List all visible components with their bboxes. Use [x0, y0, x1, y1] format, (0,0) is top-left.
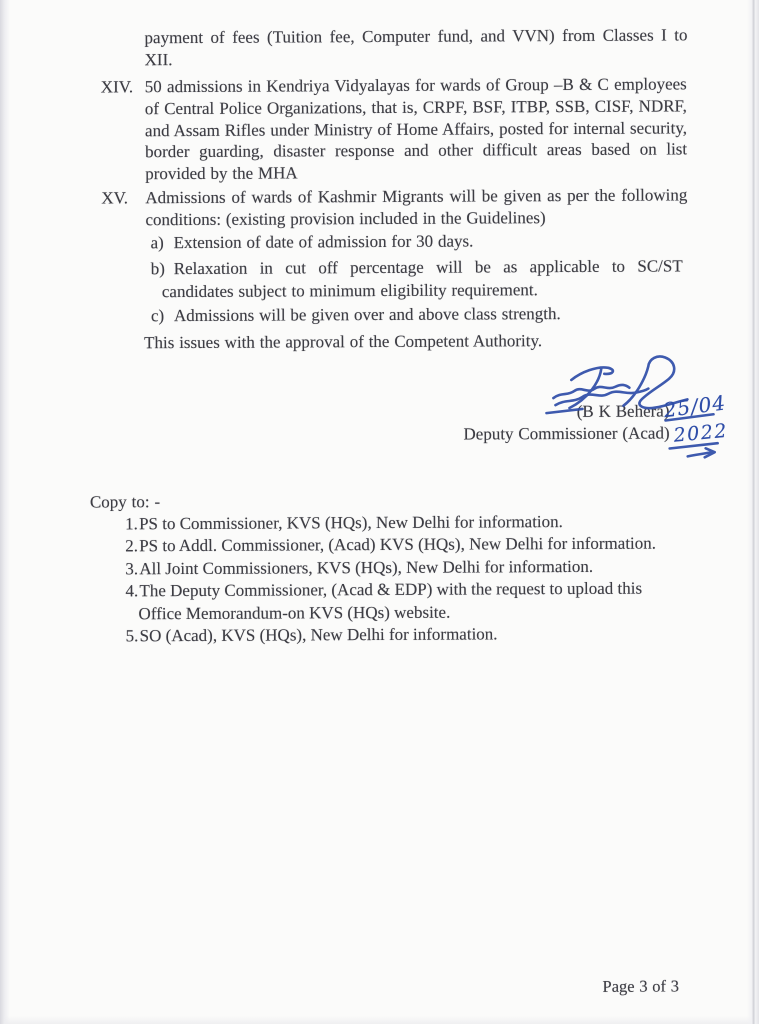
page-number: Page 3 of 3 [602, 976, 680, 996]
subitem-c-marker: c) [150, 306, 165, 326]
copy-to-item [126, 622, 688, 647]
copy-item-text: SO (Acad), KVS (HQs), New Delhi for information. [139, 624, 498, 646]
copy-item-text: PS to Addl. Commissioner, (Acad) KVS (HQs), New Delhi for information. [139, 533, 657, 556]
signatory-name: (B K Behera) [576, 401, 670, 421]
copy-to-item [125, 533, 687, 558]
copy-to-item [125, 555, 687, 580]
handwritten-date-day-month: 25/04 [662, 390, 728, 423]
subitem-a-marker: a) [150, 233, 164, 253]
list-item-xiv [101, 73, 688, 185]
copy-item-number: 3. [125, 559, 139, 579]
item-xiv-text: 50 admissions in Kendriya Vidyalayas for wards of Group –B & C employees of Central Police Organizations, that is, CRPF, BSF, ITBP, SSB, CISF, NDRF, and Assam Rifles under Ministry of Home Affairs, posted for internal security, border guarding, disaster response and other difficult areas based on list provided by the MHA [144, 74, 688, 184]
copy-item-number: 1. [125, 514, 138, 534]
subitem-b-text: Relaxation in cut off percentage will be as applicable to SC/ST candidates subject to minimum eligibility requirement. [161, 256, 683, 301]
subitem-c [151, 302, 683, 327]
copy-to-heading: Copy to: - [89, 492, 161, 512]
approval-line: This issues with the approval of the Competent Authority. [144, 331, 543, 353]
copy-to-item [125, 578, 687, 626]
copy-to-list [125, 510, 688, 647]
handwritten-date-year: 2022 [672, 419, 729, 447]
copy-item-number: 5. [125, 626, 139, 646]
subitem-b [151, 255, 683, 303]
item-xv-marker: XV. [101, 188, 129, 208]
item-xv-text: Admissions of wards of Kashmir Migrants will be given as per the following conditions: (existing provision included in the Guidelines) [145, 185, 688, 230]
scan-edge-left [0, 0, 10, 1024]
list-item-xv [101, 184, 687, 231]
paragraph-continuation: payment of fees (Tuition fee, Computer fund, and VVN) from Classes I to XII. [144, 25, 688, 70]
subitem-c-text: Admissions will be given over and above class strength. [173, 304, 561, 326]
subitem-b-marker: b) [150, 259, 165, 279]
subitem-a-text: Extension of date of admission for 30 days. [173, 231, 474, 253]
copy-to-item [125, 510, 687, 535]
subitem-a [151, 229, 683, 254]
copy-item-number: 2. [125, 536, 138, 556]
copy-item-text: All Joint Commissioners, KVS (HQs), New Delhi for information. [139, 556, 594, 579]
copy-item-text: PS to Commissioner, KVS (HQs), New Delhi for information. [139, 512, 563, 534]
scan-shade-bottom [0, 1016, 759, 1024]
copy-item-text: The Deputy Commissioner, (Acad & EDP) with the request to upload this Office Memorandum-on KVS (HQs) website. [138, 578, 643, 623]
item-xiv-marker: XIV. [100, 77, 134, 97]
copy-item-number: 4. [125, 581, 139, 601]
signatory-designation: Deputy Commissioner (Acad) [463, 423, 670, 444]
scan-edge-right [747, 0, 759, 1024]
